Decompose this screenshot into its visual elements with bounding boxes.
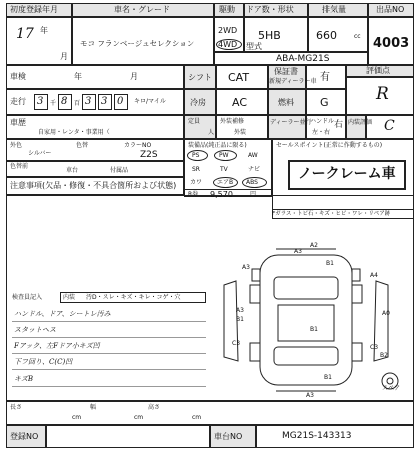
selling-points-label: セールスポイント(正常に作動するもの) xyxy=(276,142,383,149)
year-unit: 年 xyxy=(40,26,48,35)
roof-outline xyxy=(278,305,334,341)
interior-score-label: 内装評価 xyxy=(348,119,373,126)
diag-a4-right: A4 xyxy=(370,272,378,279)
inspector-label: 検査員記入 xyxy=(12,294,43,301)
equip-item-abs: ABS xyxy=(246,179,258,186)
diag-b2-right: B2 xyxy=(380,352,388,359)
equip-item-navi: ナビ xyxy=(248,166,261,173)
ac-value: AC xyxy=(232,96,248,109)
mileage-digit-3: 3 xyxy=(85,96,92,107)
prior-color-cell xyxy=(6,161,184,177)
score-label: 評価点 xyxy=(366,66,390,75)
mileage-digit-1: 3 xyxy=(37,96,44,107)
door-value: 5HB xyxy=(258,29,281,42)
diag-a3-top: A3 xyxy=(294,248,302,255)
door-label: ドア数・形状 xyxy=(246,5,294,14)
color-label: 外色 xyxy=(10,142,23,149)
chassis-label: 車台NO xyxy=(214,432,243,441)
equip-item-tv: TV xyxy=(220,166,228,173)
diag-b1-top: B1 xyxy=(326,260,334,267)
interior-score-value: C xyxy=(384,118,395,134)
diag-a2-top: A2 xyxy=(310,242,318,249)
length-unit: cm xyxy=(72,414,82,421)
equip-item-ps: PS xyxy=(192,152,200,159)
inspector-rule-1 xyxy=(12,321,206,322)
equip-item-leather: カワ xyxy=(190,179,203,186)
mileage-digit-2: 8 xyxy=(61,96,68,107)
car-diagram xyxy=(216,225,406,401)
color-no-label: カラーNO xyxy=(124,142,152,149)
diag-a3-bottom: A3 xyxy=(306,392,314,399)
auction-sheet xyxy=(6,3,414,448)
lot-value: 4003 xyxy=(373,36,410,51)
spare-label: スペア xyxy=(382,385,401,392)
notes-label: 注意事項(欠品・修復・不具合箇所および状態) xyxy=(10,181,177,190)
recycle-label: R券 xyxy=(188,191,199,198)
interior-items: 汚D・スレ・キズ・キレ・コゲ・穴 xyxy=(86,294,181,301)
inspector-line-5: キズB xyxy=(14,375,34,383)
warranty-value: 有 xyxy=(320,72,330,83)
dealer-label: ディーラー並行 xyxy=(270,119,312,126)
diag-b1-bottom: B1 xyxy=(324,374,332,381)
inspection-month: 月 xyxy=(130,72,138,81)
first-reg-label: 初度登録年月 xyxy=(10,5,58,14)
inspector-rule-3 xyxy=(12,353,206,354)
inspection-year: 年 xyxy=(74,72,82,81)
car-name-label: 車名・グレード xyxy=(114,5,170,14)
lot-label: 出品NO xyxy=(376,5,405,14)
reg-label: 登録NO xyxy=(10,432,39,441)
mileage-unit-1: 千 xyxy=(50,100,57,107)
equip-item-sr: SR xyxy=(192,166,200,173)
diag-a01-right: A0 xyxy=(382,310,390,317)
recycle-value: 9,570 xyxy=(210,190,233,199)
equipment-label: 装備品 xyxy=(188,142,207,149)
color-change-label: 色替 xyxy=(76,142,89,149)
height-label: 高さ xyxy=(148,404,161,411)
warranty-sub: 新規ディーラー車 xyxy=(269,78,317,85)
front-left-wheel xyxy=(250,285,260,303)
parts-label: 付属品 xyxy=(110,167,129,174)
rear-left-wheel xyxy=(250,343,260,361)
right-mirror xyxy=(352,269,360,281)
fuel-value: G xyxy=(320,96,329,109)
month-unit: 月 xyxy=(60,52,68,61)
mileage-label: 走行 xyxy=(10,97,26,106)
displacement-value: 660 xyxy=(316,29,337,42)
displacement-unit: cc xyxy=(354,33,361,40)
chassis-value: MG21S-143313 xyxy=(282,431,352,441)
diag-c3-left: C3 xyxy=(232,340,241,347)
inspector-rule-4 xyxy=(12,369,206,370)
front-right-wheel xyxy=(352,285,362,303)
inspector-rule-2 xyxy=(12,337,206,338)
mileage-digit-5: 0 xyxy=(117,96,124,107)
interior-label: 内装 xyxy=(63,294,76,301)
fuel-label: 燃料 xyxy=(278,98,294,107)
selling-bottom: Fガラス・トビ石・キズ・ヒビ・ワレ・リペア跡 xyxy=(272,211,391,217)
diag-a3-left: A3 xyxy=(242,264,250,271)
ext-sub: 外装 xyxy=(234,129,247,136)
length-label: 長さ xyxy=(10,404,23,411)
prior-color-label: 色替前 xyxy=(10,163,29,170)
history-value: 自家用・レンタ・事業用（ xyxy=(38,129,110,136)
width-unit: cm xyxy=(134,414,144,421)
left-mirror xyxy=(252,269,260,281)
drive-value-2: 4WD xyxy=(218,40,238,49)
inspection-cell xyxy=(6,65,184,89)
car-loc-label: 車台 xyxy=(66,167,79,174)
color-value: シルバー xyxy=(28,150,52,157)
lr-label: 左・右 xyxy=(312,129,331,136)
capacity-label: 定員 xyxy=(188,118,201,125)
car-name-value: モコ フランベージュセレクション xyxy=(80,39,195,48)
diag-a3-left-2: A3 xyxy=(236,307,244,314)
ac-label: 冷房 xyxy=(190,98,206,107)
drive-value-1: 2WD xyxy=(218,26,238,35)
shift-label: シフト xyxy=(188,73,212,82)
color-no-value: Z2S xyxy=(140,150,158,160)
diag-b1-center: B1 xyxy=(310,326,318,333)
reg-cell xyxy=(46,425,210,448)
diag-b1-left: B1 xyxy=(236,316,244,323)
height-unit: cm xyxy=(192,414,202,421)
mileage-unit-2: 百 xyxy=(74,100,81,107)
first-reg-year: 17 xyxy=(16,26,34,42)
rear-window-outline xyxy=(274,347,338,365)
model-value: ABA-MG21S xyxy=(276,54,330,64)
warranty-label: 保証書 xyxy=(274,67,298,76)
score-value: R xyxy=(376,84,389,104)
dimensions-cell xyxy=(6,401,414,425)
inspector-rule-5 xyxy=(12,386,206,387)
windshield-outline xyxy=(274,277,338,299)
model-label: 型式 xyxy=(246,42,262,51)
history-label: 車歴 xyxy=(10,118,26,127)
equipment-note: (純正品に限る) xyxy=(206,142,247,149)
inspector-line-1: ハンドル、ドア、シートレ汚み xyxy=(14,310,111,318)
width-label: 幅 xyxy=(90,404,97,411)
equip-item-pw: PW xyxy=(219,152,229,159)
inspection-label: 車検 xyxy=(10,72,26,81)
handle-value: 右 xyxy=(334,120,344,130)
ext-label: 外装補修 xyxy=(220,118,245,125)
handle-label: ハンドル xyxy=(310,118,335,125)
capacity-unit: 人 xyxy=(208,129,215,136)
diag-c3-right: C3 xyxy=(370,344,379,351)
equip-item-airbag: エアB xyxy=(217,179,234,186)
shift-value: CAT xyxy=(228,71,250,84)
equip-item-aw: AW xyxy=(248,152,258,159)
inspector-line-4: 下フ回り、C(C)凹 xyxy=(14,358,73,366)
inspector-line-2: スタットヘス xyxy=(14,326,56,334)
rear-right-wheel xyxy=(352,343,362,361)
drive-label: 駆動 xyxy=(219,5,235,14)
displacement-label: 排気量 xyxy=(322,5,346,14)
mileage-digit-4: 3 xyxy=(101,96,108,107)
no-claim-stamp-text: ノークレーム車 xyxy=(298,166,396,182)
mileage-unit-3: キロ/マイル xyxy=(134,98,166,105)
spare-hub xyxy=(387,378,393,384)
recycle-unit: 円 xyxy=(250,191,257,198)
inspector-line-3: Fアック、左Fドア小キズ凹 xyxy=(14,342,100,350)
